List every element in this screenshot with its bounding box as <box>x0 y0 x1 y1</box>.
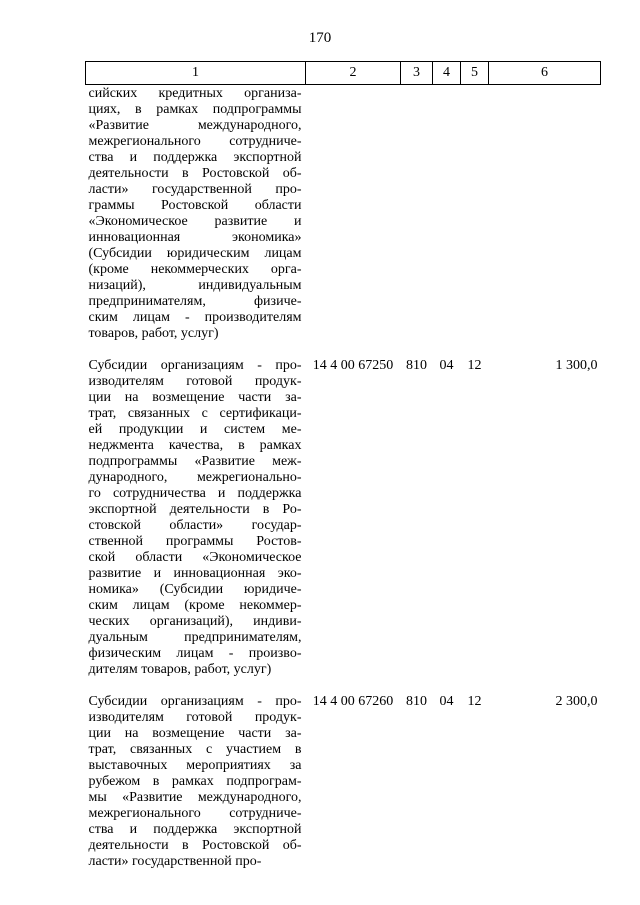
description-line: ции на возмещение части за- <box>88 726 302 741</box>
row-description <box>86 346 306 682</box>
column-header-2: 2 <box>306 62 401 85</box>
table-header <box>86 62 601 85</box>
description-line: граммы Ростовской области <box>88 198 302 213</box>
description-line: экспортной деятельности в Ро- <box>88 502 302 517</box>
description-line: ей продукции и систем ме- <box>88 422 302 437</box>
target-article-code: 14 4 00 67250 <box>312 358 394 373</box>
description-line: мы «Развитие международного, <box>88 790 302 805</box>
description-line: выставочных мероприятиях за <box>88 758 302 773</box>
subsection-code <box>461 85 489 347</box>
page-number: 170 <box>308 30 332 46</box>
description-line: ским лицам - производителям <box>88 310 302 325</box>
description-line: дународного, межрегионально- <box>88 470 302 485</box>
description-line: изводителям готовой продук- <box>88 710 302 725</box>
description-line: ства и поддержка экспортной <box>88 150 302 165</box>
subsection-code: 12 <box>467 694 482 709</box>
description-line: дуальным предпринимателям, <box>88 630 302 645</box>
description-line: (кроме некоммерческих орга- <box>88 262 302 277</box>
description-line: «Развитие международного, <box>88 118 302 133</box>
description-line: ства и поддержка экспортной <box>88 822 302 837</box>
description-line: развитие и инновационная эко- <box>88 566 302 581</box>
description-line: ческих организаций), индиви- <box>88 614 302 629</box>
section-code <box>433 85 461 347</box>
row-description <box>86 682 306 874</box>
amount-value: 2 300,0 <box>555 694 598 709</box>
description-line: дителям товаров, работ, услуг) <box>88 662 272 677</box>
expense-type-code <box>401 85 433 347</box>
column-header-5: 5 <box>461 62 489 85</box>
description-line: межрегионального сотрудниче- <box>88 806 302 821</box>
description-line: стовской области» государ- <box>88 518 302 533</box>
amount-value <box>489 85 601 347</box>
description-line: неджмента качества, в рамках <box>88 438 302 453</box>
description-line: (Субсидии юридическим лицам <box>88 246 302 261</box>
column-header-4: 4 <box>433 62 461 85</box>
description-line: предпринимателям, физиче- <box>88 294 302 309</box>
expense-type-code: 810 <box>406 694 427 709</box>
budget-table <box>85 61 601 874</box>
column-header-6: 6 <box>489 62 601 85</box>
column-header-1: 1 <box>86 62 306 85</box>
description-line: Субсидии организациям - про- <box>88 694 302 709</box>
description-line: физическим лицам - произво- <box>88 646 302 661</box>
section-code: 04 <box>439 358 454 373</box>
description-line: сийских кредитных организа- <box>88 86 302 101</box>
description-line: номика» (Субсидии юридиче- <box>88 582 302 597</box>
description-line: ственной программы Ростов- <box>88 534 302 549</box>
target-article-code <box>306 85 401 347</box>
description-line: трат, связанных с участием в <box>88 742 302 757</box>
column-header-3: 3 <box>401 62 433 85</box>
expense-type-code: 810 <box>406 358 427 373</box>
table-row <box>86 682 601 874</box>
description-line: ции на возмещение части за- <box>88 390 302 405</box>
description-line: деятельности в Ростовской об- <box>88 838 302 853</box>
description-line: деятельности в Ростовской об- <box>88 166 302 181</box>
description-line: ским лицам (кроме некоммер- <box>88 598 302 613</box>
description-line: ласти» государственной про- <box>88 854 262 869</box>
description-line: товаров, работ, услуг) <box>88 326 219 341</box>
description-line: рубежом в рамках подпрограм- <box>88 774 302 789</box>
amount-value: 1 300,0 <box>555 358 598 373</box>
description-line: изводителям готовой продук- <box>88 374 302 389</box>
table-body <box>86 85 601 875</box>
subsection-code: 12 <box>467 358 482 373</box>
description-line: го сотрудничества и поддержка <box>88 486 302 501</box>
row-description <box>86 85 306 347</box>
description-line: «Экономическое развитие и <box>88 214 302 229</box>
description-line: трат, связанных с сертификаци- <box>88 406 302 421</box>
description-line: низаций), индивидуальным <box>88 278 302 293</box>
description-line: межрегионального сотрудниче- <box>88 134 302 149</box>
section-code: 04 <box>439 694 454 709</box>
description-line: инновационная экономика» <box>88 230 302 245</box>
description-line: ской области «Экономическое <box>88 550 302 565</box>
description-line: подпрограммы «Развитие меж- <box>88 454 302 469</box>
description-line: циях, в рамках подпрограммы <box>88 102 302 117</box>
table-row <box>86 346 601 682</box>
description-line: Субсидии организациям - про- <box>88 358 302 373</box>
description-line: ласти» государственной про- <box>88 182 302 197</box>
target-article-code: 14 4 00 67260 <box>312 694 394 709</box>
table-row <box>86 85 601 347</box>
